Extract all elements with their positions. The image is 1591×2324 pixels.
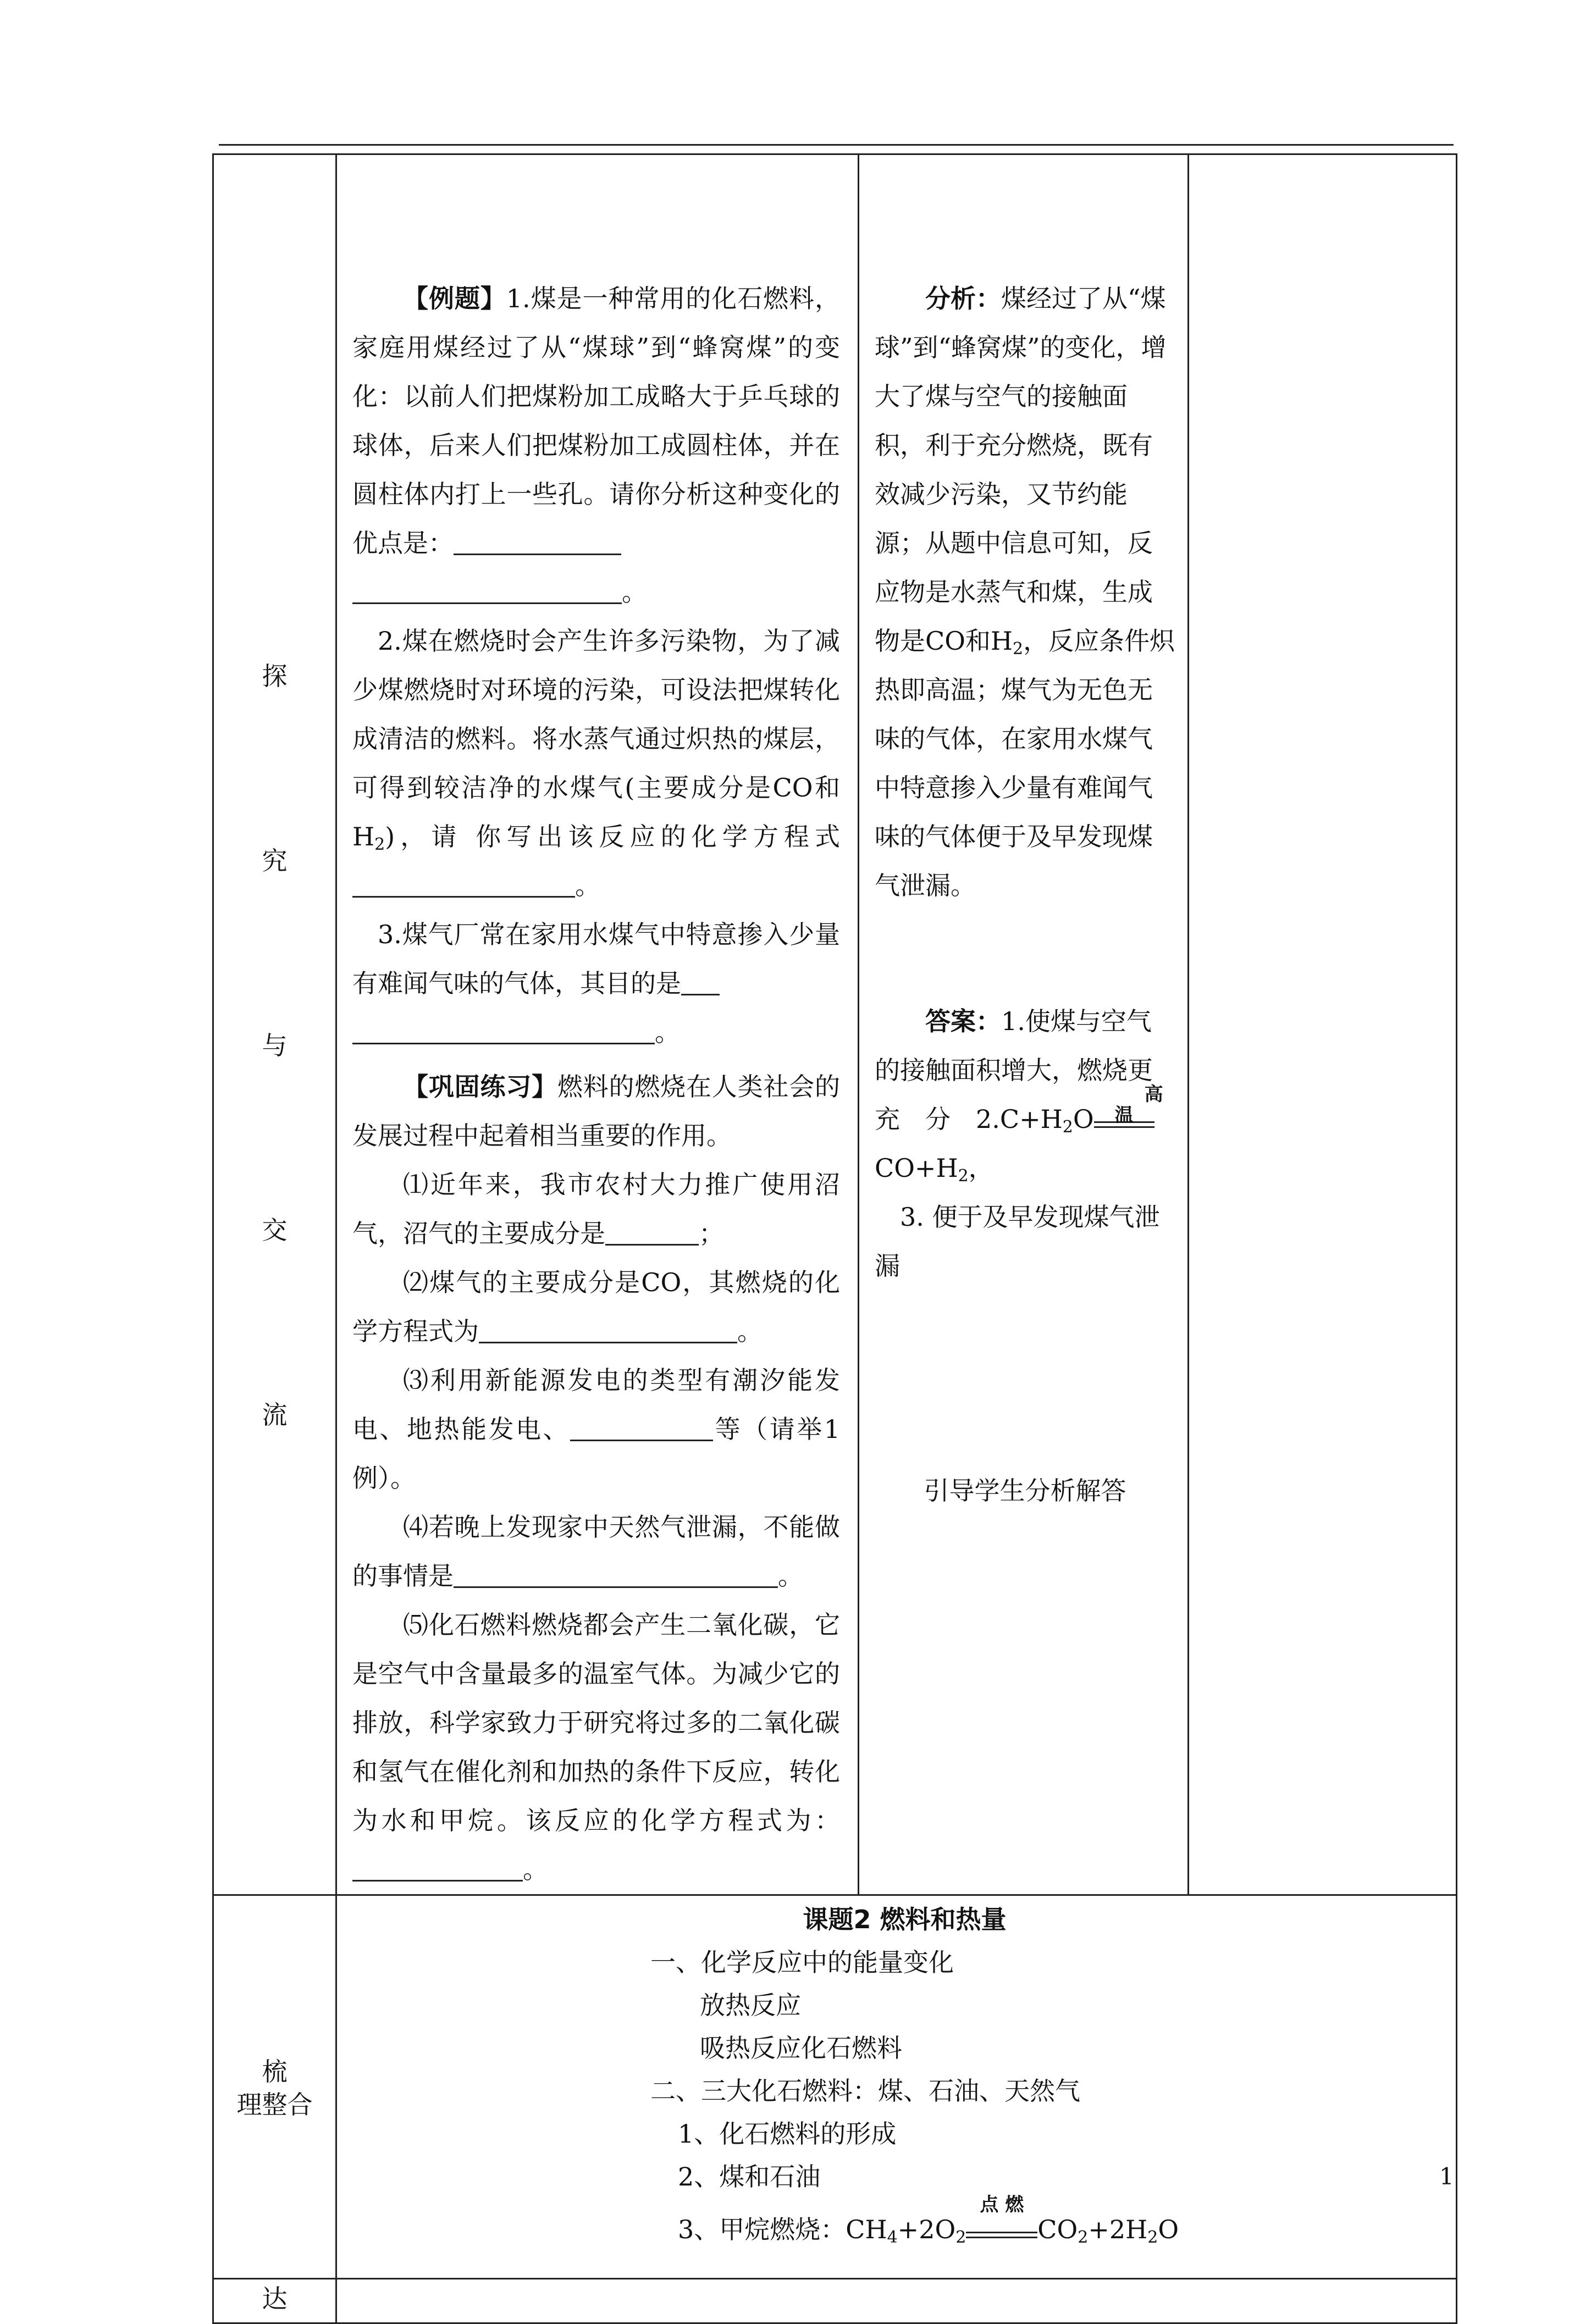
answer-blank[interactable]	[479, 1313, 737, 1343]
header-rule	[219, 144, 1454, 146]
equation-part: +2O	[897, 2215, 956, 2244]
achieve-label: 达	[262, 2284, 288, 2314]
q1-text: 1.煤是一种常用的化石燃料，家庭用煤经过了从“煤球”到“蜂窝煤”的变化：以前人们把煤粉加工成略大于乒乓球的球体，后来人们把煤粉加工成圆柱体，并在圆柱体内打上一些孔。请你分析这种变化的优点是：	[352, 284, 841, 558]
explore-side-cell	[213, 154, 336, 1895]
equation-part: CO	[1037, 2215, 1078, 2244]
analysis-body: 煤经过了从“煤球”到“蜂窝煤”的变化，增大了煤与空气的接触面积，利于充分燃烧，既有效减少污染，又节约能源；从题中信息可知，反应物是水蒸气和煤，生成物是CO和H	[875, 284, 1167, 656]
answer-3-text: 3. 便于及早发现煤气泄漏	[875, 1202, 1160, 1281]
practice-item-5	[352, 1601, 840, 1894]
answer-blank[interactable]	[570, 1411, 713, 1441]
summary-line: 二、三大化石燃料：煤、石油、天然气	[650, 2076, 1080, 2106]
p4-text: ⑷若晚上发现家中天然气泄漏，不能做的事情是	[352, 1512, 840, 1591]
analysis-text	[875, 274, 1175, 910]
answer-blank[interactable]	[352, 1014, 655, 1044]
period: 。	[737, 1316, 763, 1346]
notes-cell	[1189, 154, 1457, 1895]
answer-block	[875, 997, 1175, 1193]
practice-heading: 【巩固练习】	[403, 1072, 557, 1102]
subscript: 2	[1078, 2228, 1089, 2247]
punct: ；	[699, 1219, 724, 1248]
practice-item-1	[352, 1160, 840, 1258]
subscript: 2	[374, 835, 385, 854]
practice-item-2	[352, 1258, 840, 1356]
practice-intro	[352, 1063, 840, 1160]
label-char: 究	[262, 846, 288, 876]
q2-text: )，请 你写出该反应的化学方程式	[385, 822, 840, 851]
summary-line: 放热反应	[700, 1990, 801, 2020]
reaction-arrow	[1094, 1083, 1163, 1128]
practice-intro-text: 燃料的燃烧在人类社会的发展过程中起着相当重要的作用。	[352, 1072, 840, 1150]
example-q3	[352, 910, 840, 1057]
period: 。	[622, 577, 647, 607]
label-char: 探	[262, 661, 288, 691]
explore-row	[213, 154, 1457, 1895]
summary-line: 吸热反应化石燃料	[700, 2033, 902, 2063]
summary-content	[337, 1896, 1456, 2251]
summary-line: 1、化石燃料的形成	[678, 2119, 897, 2149]
subscript: 2	[1147, 2228, 1158, 2247]
reaction-condition: 点 燃	[980, 2194, 1024, 2216]
period: 。	[655, 1017, 680, 1047]
subscript: 2	[1062, 1117, 1073, 1137]
answer-blank[interactable]	[352, 1851, 523, 1882]
reaction-condition: 高温	[1114, 1083, 1163, 1126]
subscript: 2	[955, 2228, 966, 2247]
analysis-body: ，反应条件炽热即高温；煤气为无色无味的气体，在家用水煤气中特意掺入少量有难闻气味的气体便于及早发现煤气泄漏。	[875, 626, 1175, 900]
p5-text: ⑸化石燃料燃烧都会产生二氧化碳，它是空气中含量最多的温室气体。为减少它的排放，科学家致力于研究将过多的二氧化碳和氢气在催化剂和加热的条件下反应，转化为水和甲烷。该反应的化学方程式为：	[352, 1610, 840, 1835]
answer-blank[interactable]	[352, 574, 622, 604]
summary-label	[214, 1896, 335, 2121]
answer-1: 1.使煤与空气的接触面积增大，燃烧更充 分	[875, 1006, 1153, 1134]
label-char: 与	[262, 1031, 288, 1060]
answer-blank[interactable]	[681, 965, 720, 995]
p1-text: ⑴近年来，我市农村大力推广使用沼气，沼气的主要成分是	[352, 1170, 840, 1248]
period: 。	[778, 1561, 803, 1591]
summary-row	[213, 1895, 1457, 2279]
equation-part: O	[1158, 2215, 1179, 2244]
summary-title: 课题2 燃料和热量	[803, 1905, 1007, 1934]
guide-text	[875, 1467, 1175, 1515]
subscript: 4	[887, 2228, 898, 2247]
example-q2	[352, 617, 840, 910]
exercise-content	[337, 155, 858, 1894]
subscript: 2	[958, 1166, 969, 1186]
example-q1	[352, 274, 840, 617]
q3-text: 3.煤气厂常在家用水煤气中特意掺入少量有难闻气味的气体，其目的是	[352, 920, 840, 998]
q2-text: 2.煤在燃烧时会产生许多污染物，为了减少煤燃烧时对环境的污染，可设法把煤转化成清洁的燃料。将水蒸气通过炽热的煤层，可得到较洁净的水煤气(主要成分是CO和H	[352, 626, 840, 851]
lesson-table	[212, 153, 1457, 2324]
period: 。	[523, 1855, 548, 1884]
answer-2: 2.C+H	[976, 1104, 1063, 1134]
equation-part: +2H	[1088, 2215, 1148, 2244]
answer-blank[interactable]	[454, 525, 621, 555]
label-char: 流	[262, 1400, 288, 1430]
reaction-arrow	[966, 2194, 1037, 2238]
punct: ，	[968, 1153, 994, 1183]
period: 。	[575, 871, 600, 900]
analysis-heading: 分析：	[925, 284, 1001, 313]
guide-label: 引导学生分析解答	[924, 1476, 1126, 1506]
label-char: 交	[262, 1215, 288, 1245]
example-heading: 【例题】	[403, 284, 506, 313]
analysis-cell	[859, 154, 1189, 1895]
exercise-cell	[336, 154, 859, 1895]
answer-3	[875, 1193, 1175, 1291]
answer-blank[interactable]	[454, 1558, 778, 1588]
answer-2-product: CO+H	[875, 1153, 958, 1183]
achieve-row	[213, 2279, 1457, 2323]
analysis-content	[859, 155, 1187, 1515]
equation-part: 3、甲烷燃烧：CH	[678, 2215, 887, 2244]
explore-label	[214, 584, 335, 1507]
p3-text: ⑶利用新能源发电的类型有潮汐能发电、地热能发电、	[352, 1365, 840, 1444]
answer-blank[interactable]	[605, 1215, 699, 1246]
p2-text: ⑵煤气的主要成分是CO，其燃烧的化学方程式为	[352, 1268, 840, 1346]
practice-item-4	[352, 1503, 840, 1601]
answer-blank[interactable]	[352, 867, 575, 898]
equals-sign	[966, 2232, 1037, 2238]
summary-side-cell	[213, 1895, 336, 2279]
answer-2: O	[1073, 1104, 1094, 1134]
summary-line: 2、煤和石油	[678, 2162, 821, 2192]
p3-end: 等（请举1例）。	[352, 1414, 840, 1493]
label-char: 梳	[262, 2057, 288, 2087]
practice-item-3	[352, 1356, 840, 1503]
answer-heading: 答案：	[925, 1006, 1001, 1036]
methane-equation	[337, 2194, 1456, 2251]
achieve-cell	[336, 2279, 1457, 2323]
page-number: 1	[1439, 2163, 1454, 2190]
achieve-side-cell	[213, 2279, 336, 2323]
subscript: 2	[1013, 639, 1024, 659]
label-text: 理整合	[236, 2090, 313, 2120]
summary-cell	[336, 1895, 1457, 2279]
summary-line: 一、化学反应中的能量变化	[650, 1947, 954, 1977]
